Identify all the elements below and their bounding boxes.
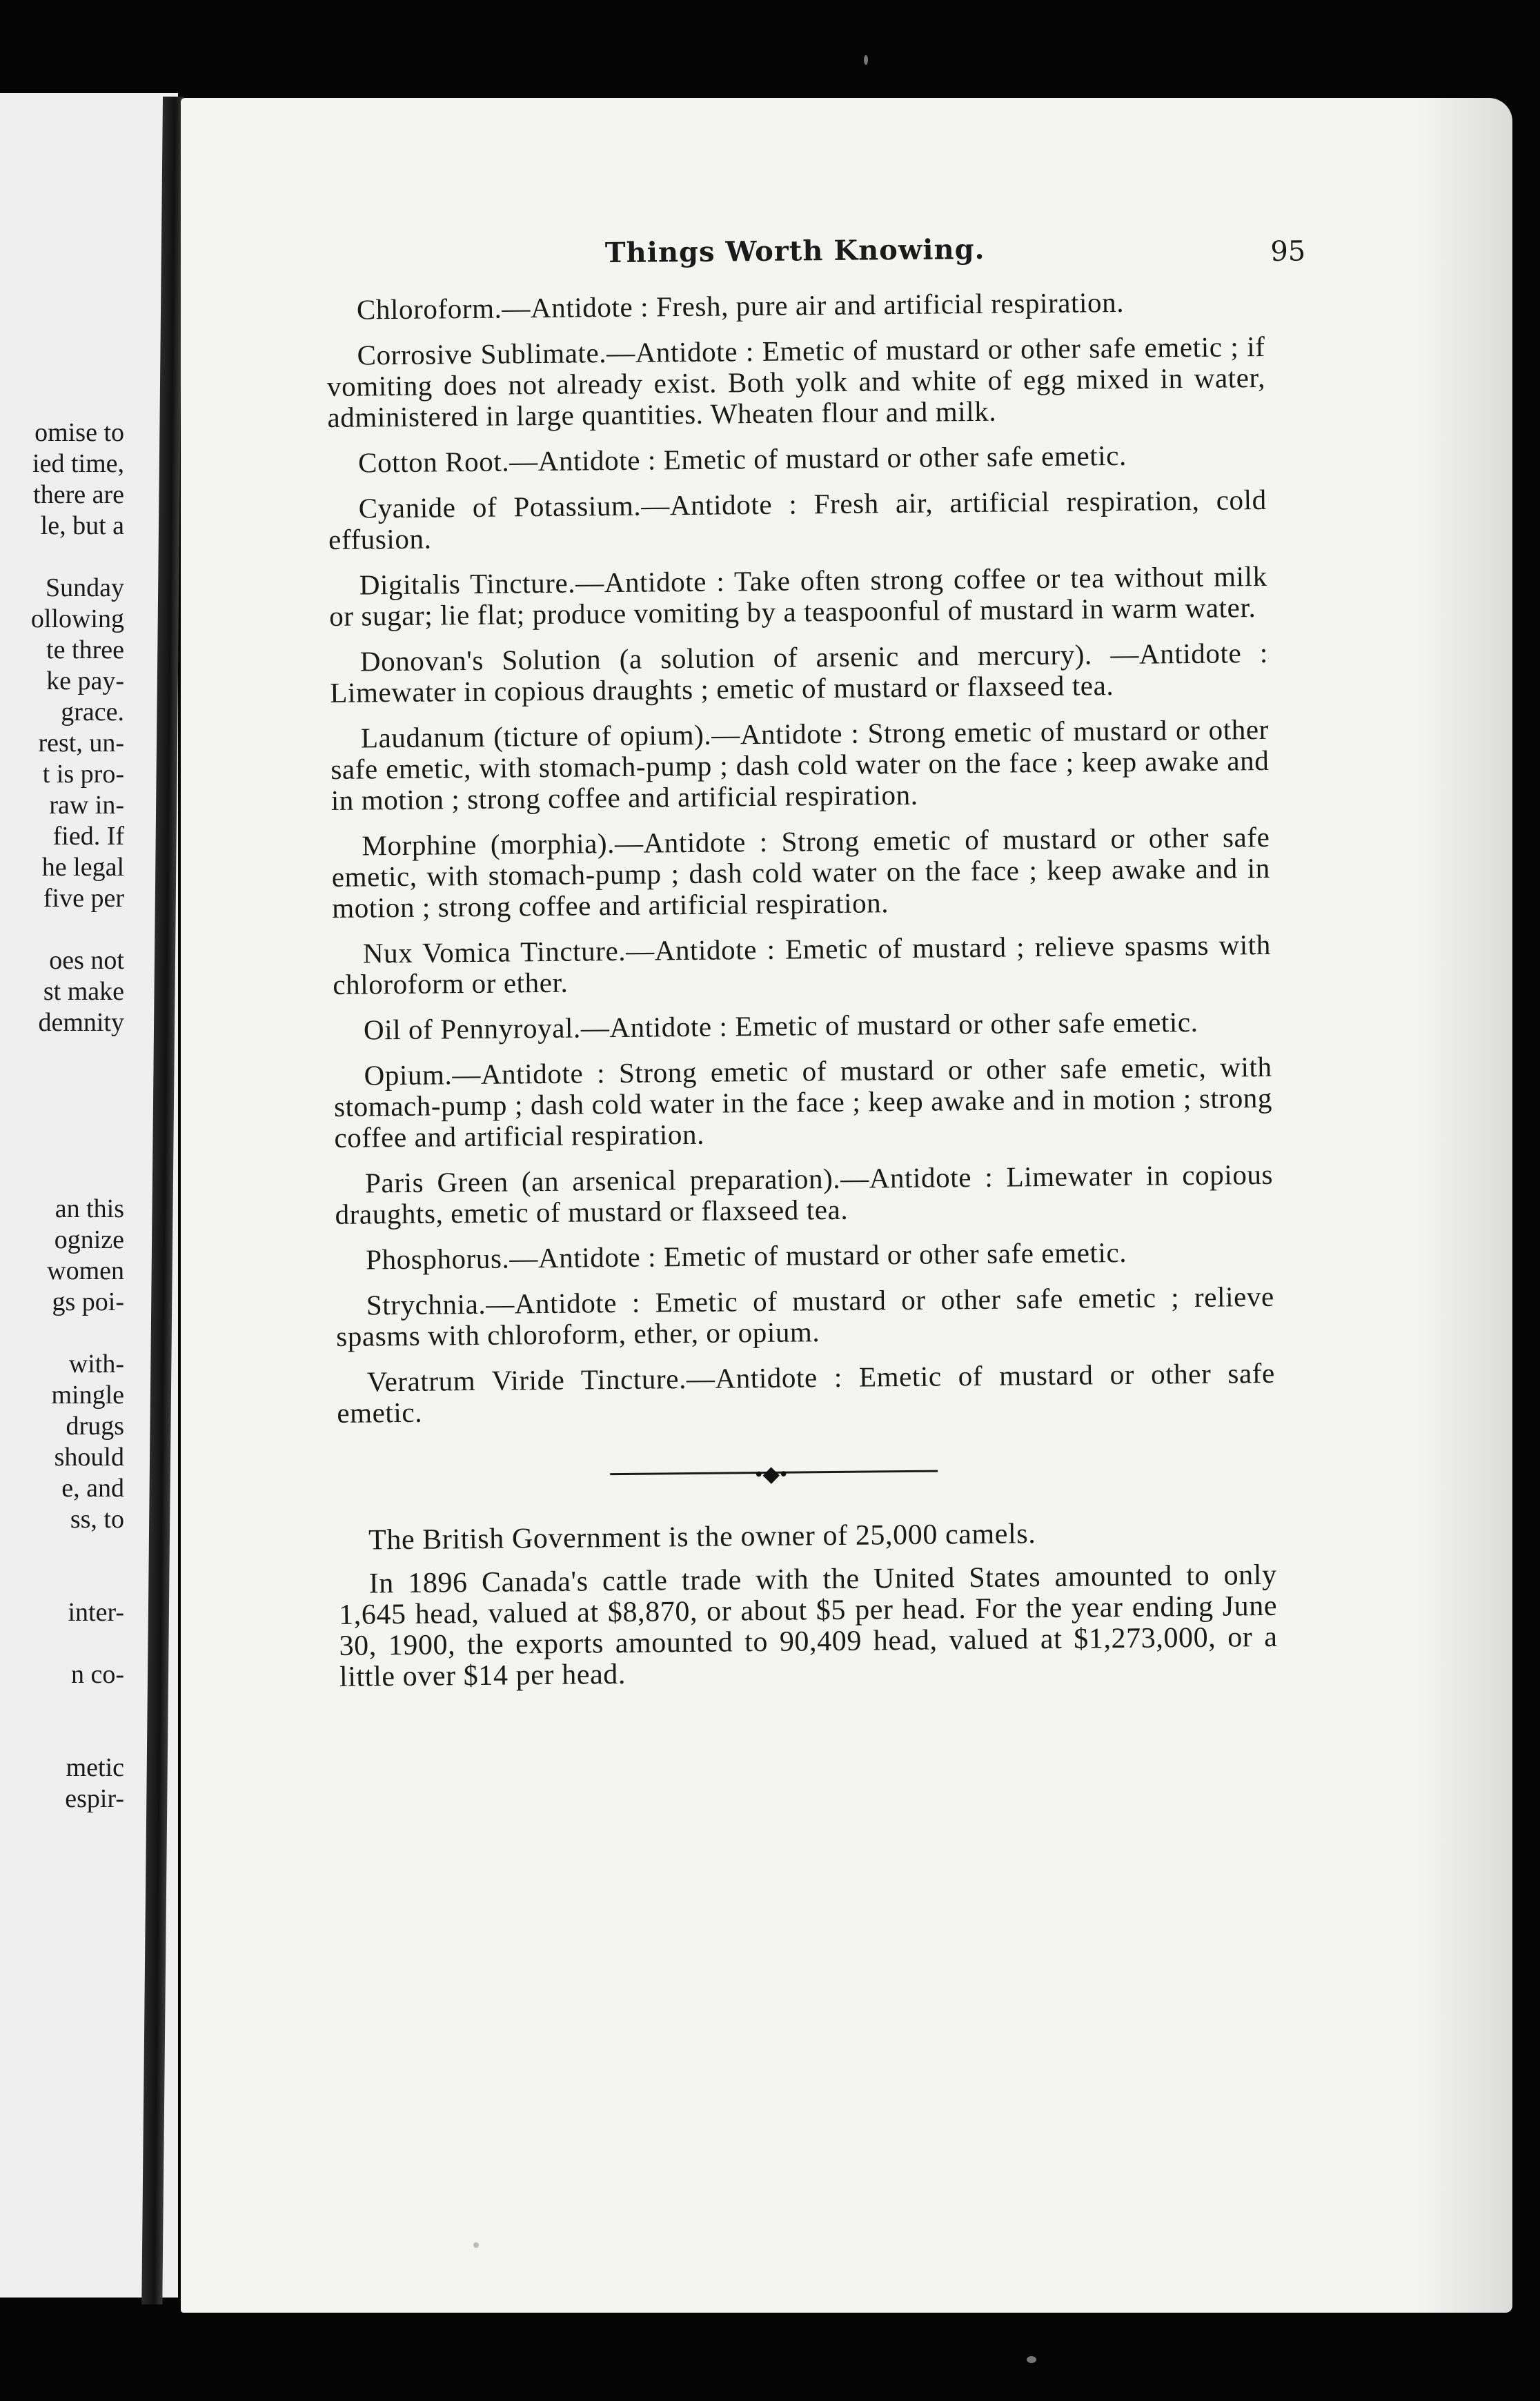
left-page-line: should xyxy=(54,1443,124,1472)
left-page-line: te three xyxy=(46,635,124,664)
antidote-list xyxy=(326,286,1276,1429)
antidote-entry: Nux Vomica Tincture.—Antidote : Emetic of mustard ; relieve spasms with chloroform or ether. xyxy=(333,928,1272,1000)
dust-speck xyxy=(864,55,868,65)
left-page-line: espir- xyxy=(65,1784,124,1813)
antidote-entry: Strychnia.—Antidote : Emetic of mustard or other safe emetic ; relieve spasms with chloroform, ether, or opium. xyxy=(336,1280,1274,1352)
page-edge-shadow xyxy=(1416,98,1512,2313)
left-page-line: e, and xyxy=(61,1474,124,1503)
left-page-line: ss, to xyxy=(70,1505,124,1534)
left-page-line: there are xyxy=(33,480,124,509)
left-page-line: n co- xyxy=(70,1660,124,1689)
left-page-line: demnity xyxy=(38,1008,124,1037)
left-page-line: ognize xyxy=(54,1225,124,1254)
antidote-entry: Corrosive Sublimate.—Antidote : Emetic of mustard or other safe emetic ; if vomiting does not already exist. Both yolk and white of egg mixed in water, administered in large quantities. Wheaten flour and milk. xyxy=(326,330,1266,433)
left-page-line: oes not xyxy=(49,946,124,975)
divider-ornament-icon: •◆• xyxy=(755,1461,788,1487)
section-divider xyxy=(337,1447,1276,1498)
antidote-entry: Paris Green (an arsenical preparation).—Antidote : Limewater in copious draughts, emetic of mustard or flaxseed tea. xyxy=(335,1158,1274,1230)
running-head xyxy=(326,230,1306,295)
dust-speck xyxy=(473,2242,479,2248)
left-page-line: metic xyxy=(66,1753,124,1782)
main-page xyxy=(181,98,1512,2313)
antidote-entry: Cotton Root.—Antidote : Emetic of mustard or other safe emetic. xyxy=(357,439,1127,479)
left-page-line: st make xyxy=(43,977,124,1006)
left-page-line: grace. xyxy=(61,698,124,727)
antidote-entry: Cyanide of Potassium.—Antidote : Fresh air, artificial respiration, cold effusion. xyxy=(328,483,1267,555)
fact-paragraph: The British Government is the owner of 25,000 camels. xyxy=(368,1518,1036,1557)
antidote-entry: Chloroform.—Antidote : Fresh, pure air and artificial respiration. xyxy=(356,286,1125,326)
left-page-line: fied. If xyxy=(52,822,124,851)
fact-paragraph: In 1896 Canada's cattle trade with the United States amounted to only 1,645 head, valued at $8,870, or about $5 per head. For the year ending June 30, 1900, the exports amounted to 90,409 head, valued at $1,273,000, or a little over $14 per head. xyxy=(338,1559,1278,1693)
page-number: 95 xyxy=(1270,235,1306,268)
left-page-line: Sunday xyxy=(46,573,124,602)
left-page-line: with- xyxy=(68,1350,124,1379)
antidote-entry: Veratrum Viride Tincture.—Antidote : Emetic of mustard or other safe emetic. xyxy=(337,1356,1276,1429)
antidote-entry: Oil of Pennyroyal.—Antidote : Emetic of mustard or other safe emetic. xyxy=(363,1005,1198,1046)
left-page-line: he legal xyxy=(41,853,124,882)
left-page-line: raw in- xyxy=(49,791,124,820)
antidote-entry: Opium.—Antidote : Strong emetic of mustard or other safe emetic, with stomach-pump ; dash cold water in the face ; keep awake and in motion ; strong coffee and artificial respiration. xyxy=(333,1050,1273,1154)
page-content xyxy=(326,230,1306,1706)
antidote-entry: Phosphorus.—Antidote : Emetic of mustard or other safe emetic. xyxy=(365,1236,1127,1276)
antidote-entry: Donovan's Solution (a solution of arsenic and mercury). —Antidote : Limewater in copious draughts ; emetic of mustard or flaxseed tea. xyxy=(330,636,1269,709)
antidote-entry: Morphine (morphia).—Antidote : Strong emetic of mustard or other safe emetic, with stomach-pump ; dash cold water on the face ; keep awake and in motion ; strong coffee and artificial respiration. xyxy=(331,820,1271,924)
left-page-line: mingle xyxy=(51,1381,124,1410)
antidote-entry: Digitalis Tincture.—Antidote : Take often strong coffee or tea without milk or sugar; lie flat; produce vomiting by a teaspoonful of mustard in warm water. xyxy=(329,560,1267,632)
left-page-line: t is pro- xyxy=(42,760,124,789)
dust-speck xyxy=(1027,2356,1036,2363)
left-page-line: women xyxy=(47,1256,124,1285)
facts-section xyxy=(338,1516,1278,1693)
left-page-line: inter- xyxy=(68,1598,124,1627)
left-page-line: ied time, xyxy=(32,449,124,478)
running-title: Things Worth Knowing. xyxy=(604,233,985,270)
left-page-line: ollowing xyxy=(30,604,124,633)
left-page-line: five per xyxy=(43,884,124,913)
left-page-line: ke pay- xyxy=(46,666,124,695)
left-page-line: rest, un- xyxy=(38,729,124,758)
left-page-line: an this xyxy=(55,1194,124,1223)
antidote-entry: Laudanum (ticture of opium).—Antidote : Strong emetic of mustard or other safe emetic, with stomach-pump ; dash cold water on the face ; keep awake and in motion ; strong coffee and artificial respiration. xyxy=(330,713,1270,816)
left-page-line: gs poi- xyxy=(52,1287,124,1316)
left-page-line: omise to xyxy=(34,418,124,447)
left-page-line: le, but a xyxy=(40,511,124,540)
left-page-line: drugs xyxy=(66,1412,124,1441)
